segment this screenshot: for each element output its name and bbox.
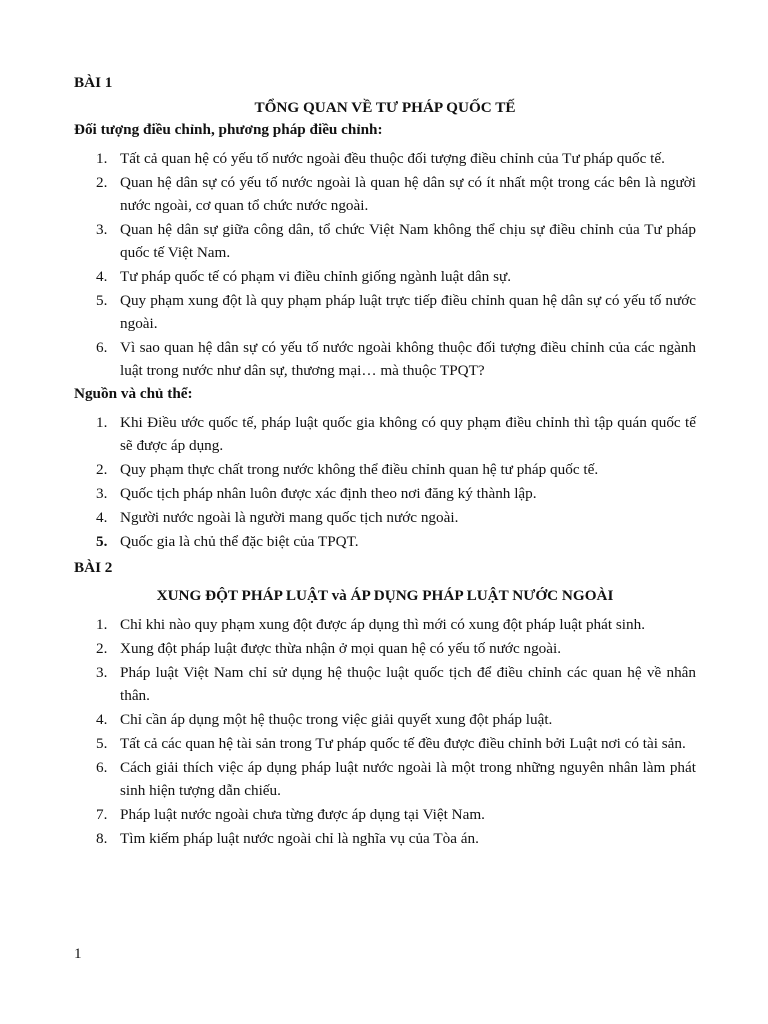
item-number: 5. xyxy=(96,533,108,550)
item-number: 6. xyxy=(96,339,108,356)
item-text: Tư pháp quốc tế có phạm vi điều chỉnh giống ngành luật dân sự. xyxy=(120,268,512,285)
item-number: 1. xyxy=(96,150,108,167)
item-text: Tìm kiếm pháp luật nước ngoài chỉ là nghĩa vụ của Tòa án. xyxy=(120,830,479,847)
item-number: 2. xyxy=(96,461,108,478)
item-text: Người nước ngoài là người mang quốc tịch nước ngoài. xyxy=(120,509,459,526)
item-text: Pháp luật nước ngoài chưa từng được áp dụng tại Việt Nam. xyxy=(120,806,485,823)
item-text: Quốc gia là chủ thể đặc biệt của TPQT. xyxy=(120,533,359,550)
list-item xyxy=(74,218,696,264)
list-item xyxy=(74,506,696,529)
item-text: Chỉ cần áp dụng một hệ thuộc trong việc giải quyết xung đột pháp luật. xyxy=(120,711,553,728)
list-item xyxy=(74,482,696,505)
lesson-1-label: BÀI 1 xyxy=(74,74,113,91)
lesson-1-title: TỔNG QUAN VỀ TƯ PHÁP QUỐC TẾ xyxy=(254,99,516,116)
item-text: Quy phạm thực chất trong nước không thể điều chỉnh quan hệ tư pháp quốc tế. xyxy=(120,461,599,478)
item-number: 4. xyxy=(96,509,108,526)
item-text: Quốc tịch pháp nhân luôn được xác định theo nơi đăng ký thành lập. xyxy=(120,485,537,502)
lesson-2-label: BÀI 2 xyxy=(74,559,113,576)
item-text: Chỉ khi nào quy phạm xung đột được áp dụng thì mới có xung đột pháp luật phát sinh. xyxy=(120,616,646,633)
list-item xyxy=(74,265,696,288)
item-number: 5. xyxy=(96,735,108,752)
item-text: Khi Điều ước quốc tế, pháp luật quốc gia không có quy phạm điều chỉnh thì tập quán quốc tế sẽ được áp dụng. xyxy=(120,414,696,454)
list-item xyxy=(74,613,696,636)
item-text: Quy phạm xung đột là quy phạm pháp luật trực tiếp điều chỉnh quan hệ dân sự có yếu tố nước ngoài. xyxy=(120,292,696,332)
document-body xyxy=(74,72,696,851)
item-number: 3. xyxy=(96,221,108,238)
item-number: 3. xyxy=(96,485,108,502)
item-text: Pháp luật Việt Nam chỉ sử dụng hệ thuộc luật quốc tịch để điều chỉnh các quan hệ về nhân thân. xyxy=(120,664,696,704)
item-number: 3. xyxy=(96,664,108,681)
list-item xyxy=(74,458,696,481)
item-number: 1. xyxy=(96,616,108,633)
question-list-conflict-of-laws xyxy=(74,613,696,850)
list-item xyxy=(74,827,696,850)
section-heading-sources-subjects: Nguồn và chủ thể: xyxy=(74,385,193,402)
item-number: 8. xyxy=(96,830,108,847)
list-item xyxy=(74,171,696,217)
page-number: 1 xyxy=(74,945,82,962)
list-item xyxy=(74,411,696,457)
lesson-2-title: XUNG ĐỘT PHÁP LUẬT và ÁP DỤNG PHÁP LUẬT NƯỚC NGOÀI xyxy=(156,587,614,604)
list-item xyxy=(74,530,696,553)
item-number: 4. xyxy=(96,268,108,285)
item-number: 6. xyxy=(96,759,108,776)
list-item xyxy=(74,289,696,335)
item-text: Quan hệ dân sự giữa công dân, tổ chức Việt Nam không thể chịu sự điều chỉnh của Tư pháp quốc tế Việt Nam. xyxy=(120,221,696,261)
list-item xyxy=(74,756,696,802)
list-item xyxy=(74,336,696,382)
item-text: Tất cả các quan hệ tài sản trong Tư pháp quốc tế đều được điều chỉnh bởi Luật nơi có tài sản. xyxy=(120,735,686,752)
item-text: Vì sao quan hệ dân sự có yếu tố nước ngoài không thuộc đối tượng điều chỉnh của các ngành luật trong nước như dân sự, thương mại… mà thuộc TPQT? xyxy=(120,339,696,379)
item-text: Xung đột pháp luật được thừa nhận ở mọi quan hệ có yếu tố nước ngoài. xyxy=(120,640,562,657)
question-list-subject-method xyxy=(74,147,696,382)
list-item xyxy=(74,732,696,755)
section-heading-subject-method: Đối tượng điều chỉnh, phương pháp điều chỉnh: xyxy=(74,121,383,138)
item-number: 5. xyxy=(96,292,108,309)
list-item xyxy=(74,708,696,731)
list-item xyxy=(74,661,696,707)
item-number: 2. xyxy=(96,640,108,657)
question-list-sources-subjects xyxy=(74,411,696,553)
list-item xyxy=(74,147,696,170)
item-number: 4. xyxy=(96,711,108,728)
item-text: Quan hệ dân sự có yếu tố nước ngoài là quan hệ dân sự có ít nhất một trong các bên là người nước ngoài, cơ quan tổ chức nước ngoài. xyxy=(120,174,696,214)
list-item xyxy=(74,803,696,826)
item-text: Tất cả quan hệ có yếu tố nước ngoài đều thuộc đối tượng điều chỉnh của Tư pháp quốc tế. xyxy=(120,150,665,167)
item-number: 7. xyxy=(96,806,108,823)
item-number: 2. xyxy=(96,174,108,191)
item-text: Cách giải thích việc áp dụng pháp luật nước ngoài là một trong những nguyên nhân làm phát sinh hiện tượng dẫn chiếu. xyxy=(120,759,696,799)
list-item xyxy=(74,637,696,660)
item-number: 1. xyxy=(96,414,108,431)
